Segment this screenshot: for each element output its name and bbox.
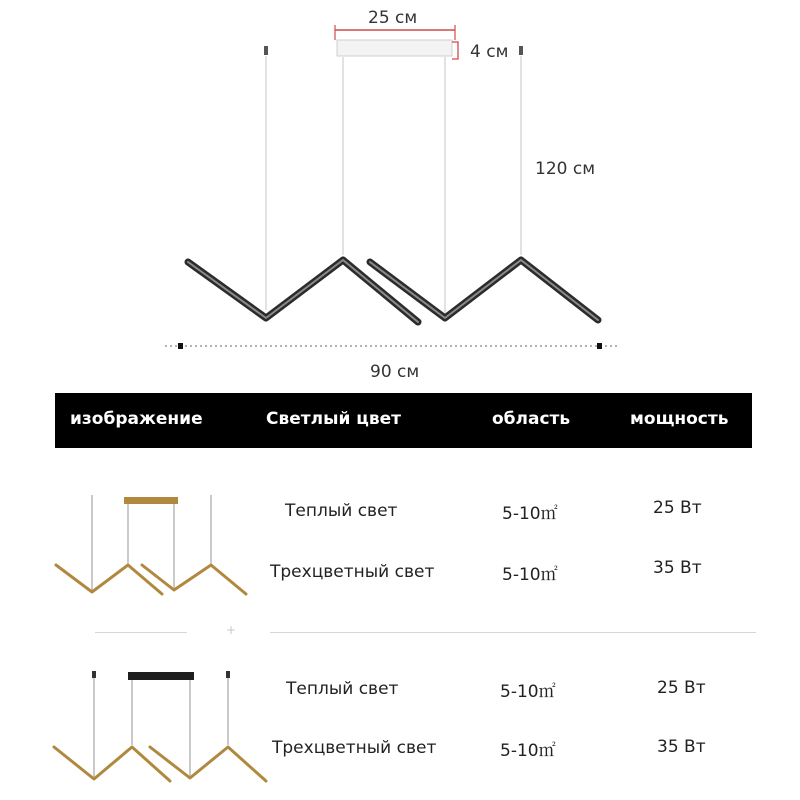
group-divider-right bbox=[270, 632, 756, 633]
height-label: 4 см bbox=[470, 42, 509, 62]
g2-row1-light: Теплый свет bbox=[286, 679, 399, 699]
header-area: область bbox=[492, 409, 571, 429]
g2-row2-area: 5-10㎡ bbox=[500, 741, 556, 761]
ceiling-anchor-left bbox=[264, 46, 268, 55]
product-image-gold bbox=[50, 490, 250, 605]
g2-row2-power: 35 Вт bbox=[657, 737, 706, 757]
width-label: 25 см bbox=[368, 8, 418, 28]
header-image: изображение bbox=[70, 409, 203, 429]
group-divider-left bbox=[95, 632, 187, 633]
g1-row1-power: 25 Вт bbox=[653, 498, 702, 518]
g1-row2-light: Трехцветный свет bbox=[270, 562, 435, 582]
g1-row1-light: Теплый свет bbox=[285, 501, 398, 521]
g1-row1-area: 5-10㎡ bbox=[502, 504, 558, 524]
canopy bbox=[337, 40, 452, 56]
g2-row1-area: 5-10㎡ bbox=[500, 682, 556, 702]
lamp-dimension-drawing bbox=[0, 0, 800, 390]
header-power: мощность bbox=[630, 409, 729, 429]
height-dimension-marker bbox=[452, 42, 458, 59]
length-label: 90 см bbox=[370, 362, 420, 382]
g2-row2-light: Трехцветный свет bbox=[272, 738, 437, 758]
table-header bbox=[55, 393, 752, 448]
g2-row1-power: 25 Вт bbox=[657, 678, 706, 698]
g1-row2-power: 35 Вт bbox=[653, 558, 702, 578]
drop-label: 120 см bbox=[535, 159, 596, 179]
product-image-black bbox=[48, 665, 268, 790]
header-light-color: Светлый цвет bbox=[266, 409, 402, 429]
g1-row2-area: 5-10㎡ bbox=[502, 565, 558, 585]
length-dimension-marker bbox=[165, 343, 620, 349]
divider-plus: + bbox=[226, 623, 237, 637]
ceiling-anchor-right bbox=[519, 46, 523, 55]
lamp-body bbox=[188, 260, 598, 322]
